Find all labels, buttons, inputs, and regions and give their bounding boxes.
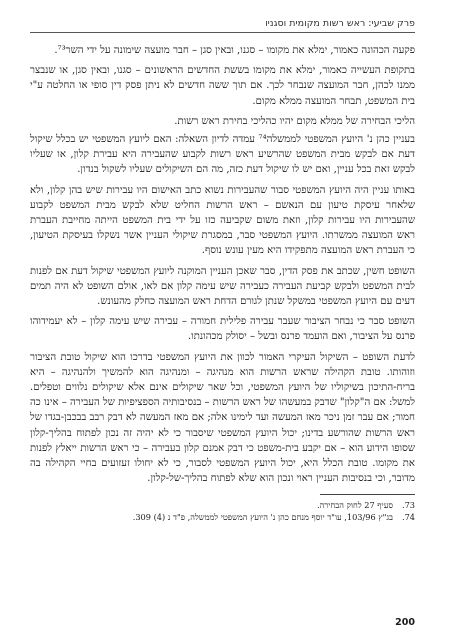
paragraph: הליכי הבחירה של ממלא מקום יהיו כהליכי בחירת ראש רשות. xyxy=(174,115,415,127)
footnote-text: בג"ץ 103/96, עו"ד יוסף מנחם כהן נ' היועץ המשפטי לממשלה, פ"ד נ (4) 309. xyxy=(132,512,393,523)
body-text xyxy=(30,43,415,486)
footnote-73 xyxy=(30,499,415,511)
document-page xyxy=(30,18,415,628)
paragraph: בעניין כהן נ' היועץ המשפטי לממשלה⁷⁴ עמדה לדיון השאלה: האם ליועץ המשפטי יש בכלל שיקול דעת אם לבקש מבית המשפט שהרשיע ראש רשות לקבוע שהעבירה היא עבירת קלון, או שעליו לבקש זאת בכל עניין, ואם יש לו שיקול דעת כזה, מה הם השיקולים שעליו לשקול בנדון. xyxy=(30,134,415,176)
paragraph: פקעה הכהונה כאמור, ימלא את מקומו – סגנו, ובאין סגן – חבר מועצה שימונה על ידי השר⁷³. xyxy=(54,45,415,56)
footnotes xyxy=(30,499,415,523)
paragraph: לדעת השופט – השיקול העיקרי האמור לכוון את היועץ המשפטי בדרכו הוא שיקול טובת הציבור וזוהותו. טובת הקהילה שראש הרשות הוא מנהיגה – ומנהיגה הוא להמשיך ולהנהיגה – היא בריח-התיכון בשיקוליו של היועץ המשפטי, וכל שאר שיקולים אינם אלא שיקולים נלווים וטפלים. למשל: אם ה"קלון" שדבק במעשהו של ראש הרשות – בנסיבותיה הספציפיות של העבירה – אינו כה חמור; אם עבר זמן ניכר מאז המעשה ועד לימינו אלה; אם מאז המעשה לא דבק רבב בבכבן-בגדו של ראש הרשות שהורשע בדינו; יכול היועץ המשפטי שיסבור כי לא יהיה זה נכון לפתוח בהליך-קלון שסופו הידוע הוא – אם יקבע בית-משפט כי דבק אמנם קלון בעבירה – כי ראש הרשות ייאלץ לפנות את מקומו. טובת הכלל היא, יכול היועץ המשפטי לסבור, כי לא יחולו זעזועים בחיי הקהילה בה מדובר, וכי בנסיבות העניין ראוי ונכון הוא שלא לפתוח בהליך-של-קלון. xyxy=(30,351,415,485)
paragraph: השופט חשין, שכתב את פסק הדין, סבר שאכן העניין המוקנה ליועץ המשפטי שיקול דעת אם לפנות לבית המשפט ולבקש קביעת העבירה כעבירה שיש עימה קלון אם לאו, אולם השופט לא היה תמים דעים עם היועץ המשפטי במשקל שנתן לגורם הדחת ראש המועצה כחלק מהעונש. xyxy=(30,265,415,308)
paragraph: בתקופת העשייה כאמור, ימלא את מקומו בששת החדשים הראשונים – סגנו, ובאין סגן, או שנבצר ממנו לכהן, חבר המועצה שנבחר לכך. אם תוך ששה חדשים לא ניתן פסק דין סופי או החלטה ע"י בית המשפט, תבחר המועצה ממלא מקום. xyxy=(30,65,415,107)
paragraph: השופט סבר כי נבחר הציבור שעבר עבירה פלילית חמורה – עבירה שיש עימה קלון – לא יעמידוהו פרנס על הציבור, ואם הועמד פרנס ובשל – יסולק מכהונתו. xyxy=(30,316,415,343)
running-header: פרק שביעי: ראש רשות מקומית וסגניו xyxy=(30,18,415,33)
paragraph: באותו עניין היה היועץ המשפטי סבור שהעבירות נשוא כתב האישום היו עבירות שיש בהן קלון, ולא שלאחר עיסקת טיעון עם הנאשם – ראש הרשות החליט שלא לבקש מבית המשפט לקבוע שהעבירות היו עבירות קלון, וזאת משום שקביעה כזו על ידי בית המשפט הייתה מחייבת העברת ראש המועצה ממשרתו. היועץ המשפטי סבר, במסגרת שיקולי העניין אשר נשקלו בעיסקת הטיעון, כי העברת ראש המועצה מתפקידו היא מעין עונש נוסף. xyxy=(30,184,415,257)
footnote-74 xyxy=(30,511,415,523)
footnote-number: 74. xyxy=(401,512,415,523)
page-number: 200 xyxy=(395,617,415,628)
footnote-number: 73. xyxy=(401,500,415,511)
footnote-separator xyxy=(320,494,415,495)
footnote-text: סעיף 27 לחוק הבחירה. xyxy=(316,500,393,511)
